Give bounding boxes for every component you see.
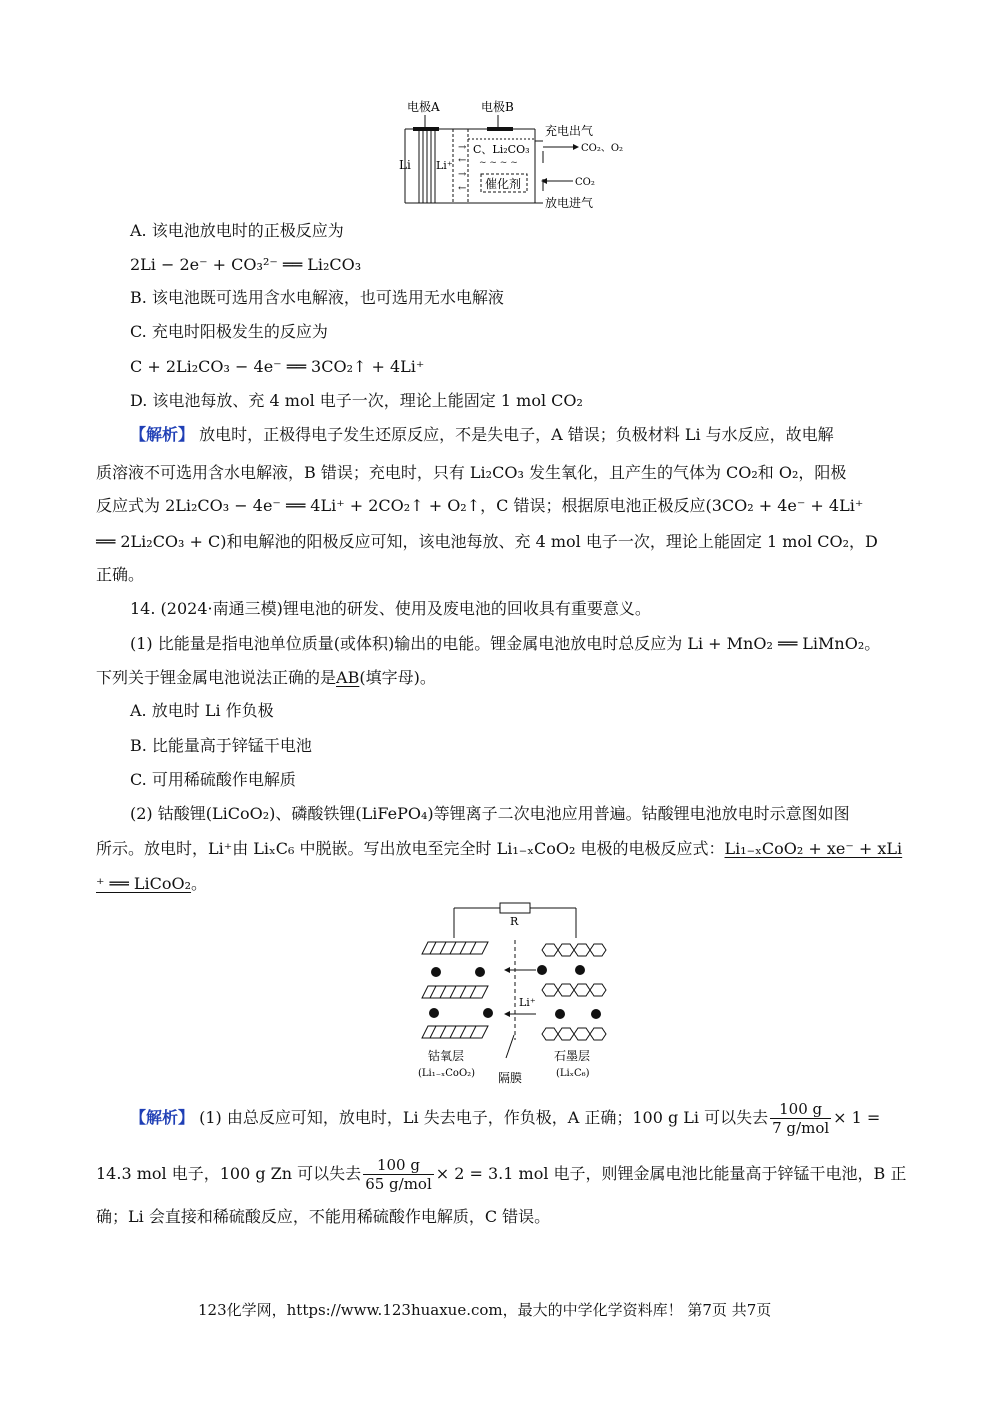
catalyst-label: 催化剂	[485, 177, 522, 191]
q13-option-b: B. 该电池既可选用含水电解液，也可选用无水电解液	[130, 288, 504, 307]
svg-text:~ ~ ~ ~: ~ ~ ~ ~	[479, 158, 518, 168]
cobalt-formula-label: (Li₁₋ₓCoO₂)	[418, 1068, 476, 1079]
q14-option-b: B. 比能量高于锌锰干电池	[130, 736, 312, 755]
fraction-zn: $\frac{100 g}{\text{65 g/mol}}$	[365, 1156, 432, 1193]
q13-analysis-line-2: 质溶液不可选用含水电解液，B 错误；充电时，只有 Li₂CO₃ 发生氧化，且产生的气体为 CO₂和 O₂，阳极	[96, 463, 847, 482]
resistor-label: R	[510, 915, 519, 928]
svg-text:→: →	[458, 142, 467, 153]
electrode-a-label: 电极A	[407, 100, 440, 114]
q13-option-a: A. 该电池放电时的正极反应为	[130, 221, 344, 240]
q13-option-c: C. 充电时阳极发生的反应为	[130, 322, 328, 341]
q14-option-c: C. 可用稀硫酸作电解质	[130, 770, 296, 789]
q14-part2-line-2: 所示。放电时，Li⁺由 LiₓC₆ 中脱嵌。写出放电至完全时 Li₁₋ₓCoO₂ 电极的电极反应式：Li₁₋ₓCoO₂ + xe⁻ + xLi	[96, 839, 903, 858]
q14-option-a: A. 放电时 Li 作负极	[130, 701, 274, 720]
electrode-b-label: 电极B	[481, 100, 514, 114]
q14-part2-line-3: ⁺ ══ LiCoO₂。	[96, 874, 208, 893]
q14-part1-line-1: (1) 比能量是指电池单位质量(或体积)输出的电能。锂金属电池放电时总反应为 Li + MnO₂ ══ LiMnO₂。	[130, 634, 881, 653]
q14-stem: 14. (2024·南通三模)锂电池的研发、使用及废电池的回收具有重要意义。	[130, 599, 651, 618]
q13-analysis-line-4: ══ 2Li₂CO₃ + C)和电解池的阳极反应可知，该电池每放、充 4 mol 电子一次，理论上能固定 1 mol CO₂，D	[96, 532, 878, 551]
li-label: Li	[399, 158, 411, 172]
svg-text:←: ←	[458, 155, 467, 166]
q13-option-a-equation: 2Li − 2e⁻ + CO₃²⁻ ══ Li₂CO₃	[130, 255, 362, 274]
li-co2-battery-diagram	[395, 95, 640, 210]
co2-in-label: CO₂	[575, 177, 595, 188]
fraction-li: $\frac{100 g}{\text{7 g/mol}}$	[772, 1100, 830, 1137]
q13-analysis-line-3: 反应式为 2Li₂CO₃ − 4e⁻ ══ 4Li⁺ + 2CO₂↑ + O₂↑，C 错误；根据原电池正极反应(3CO₂ + 4e⁻ + 4Li⁺	[96, 496, 864, 515]
q14-analysis-line-3: 确；Li 会直接和稀硫酸反应，不能用稀硫酸作电解质，C 错误。	[96, 1207, 551, 1226]
svg-text:→: →	[458, 169, 467, 180]
q14-part2-line-1: (2) 钴酸锂(LiCoO₂)、磷酸铁锂(LiFePO₄)等锂离子二次电池应用普遍。钴酸锂电池放电时示意图如图	[130, 804, 850, 823]
graphite-formula-label: (LiₓC₆)	[556, 1068, 590, 1079]
discharge-in-label: 放电进气	[545, 196, 594, 210]
q14-part2-answer-b: ⁺ ══ LiCoO₂	[96, 874, 192, 893]
co2-o2-label: CO₂、O₂	[581, 143, 624, 154]
membrane-label: 隔膜	[498, 1071, 523, 1085]
analysis-tag: 【解析】	[130, 425, 195, 444]
li-ion-label: Li⁺	[436, 159, 453, 172]
q14-analysis-line-1: 【解析】 (1) 由总反应可知，放电时，Li 失去电子，作负极，A 正确；100 g Li 可以失去 $\frac{100 g}{\text{7 g/mol}}$ × 1 =	[130, 1100, 881, 1137]
q14-part2-answer-a: Li₁₋ₓCoO₂ + xe⁻ + xLi	[724, 839, 903, 858]
q14-analysis-line-2: 14.3 mol 电子，100 g Zn 可以失去 $\frac{100 g}{\text{65 g/mol}}$ × 2 = 3.1 mol 电子，则锂金属电池比能量高于锌锰干电池，B 正	[96, 1156, 907, 1193]
q14-part1-answer: AB	[336, 668, 360, 687]
q13-analysis-line-5: 正确。	[96, 565, 145, 584]
cobalt-layer-label: 钴氧层	[428, 1049, 465, 1063]
charge-out-label: 充电出气	[545, 124, 594, 138]
q13-option-c-equation: C + 2Li₂CO₃ − 4e⁻ ══ 3CO₂↑ + 4Li⁺	[130, 357, 425, 376]
analysis-tag-2: 【解析】	[130, 1108, 195, 1127]
q14-part1-line-2: 下列关于锂金属电池说法正确的是AB(填字母)。	[96, 668, 436, 687]
q13-analysis-line-1: 【解析】 放电时，正极得电子发生还原反应，不是失电子，A 错误；负极材料 Li 与水反应，故电解	[130, 425, 834, 444]
c-li2co3-label: C、Li₂CO₃	[473, 143, 530, 156]
q13-option-d: D. 该电池每放、充 4 mol 电子一次，理论上能固定 1 mol CO₂	[130, 391, 583, 410]
page-footer: 123化学网，https://www.123huaxue.com，最大的中学化学资料库！ 第7页 共7页	[198, 1301, 772, 1319]
licoo2-battery-diagram	[410, 900, 620, 1085]
svg-text:←: ←	[458, 183, 467, 194]
li-ion-label-2: Li⁺	[519, 996, 536, 1009]
graphite-layer-label: 石墨层	[554, 1049, 591, 1063]
